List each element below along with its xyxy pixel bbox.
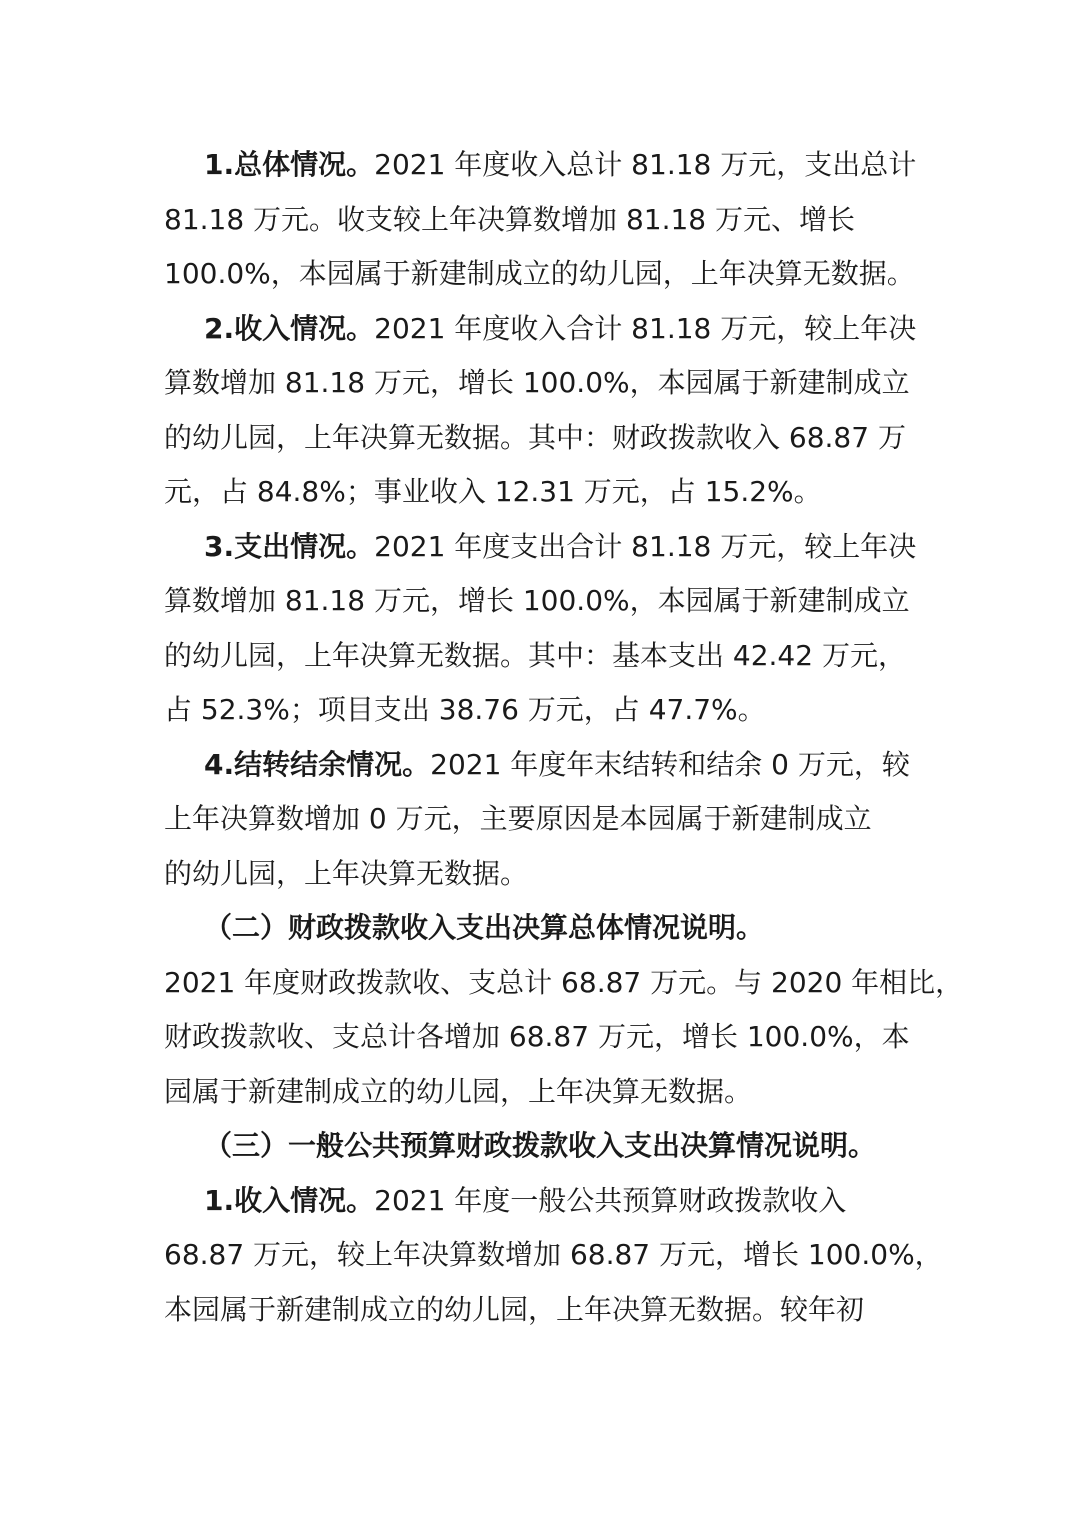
paragraph-text: 本园属于新建制成立的幼儿园，上年决算无数据。较年初: [164, 1292, 865, 1326]
paragraph-heading: 3.支出情况。: [204, 529, 375, 563]
paragraph-text: 2021 年度年末结转和结余 0 万元，较: [430, 747, 910, 781]
paragraph-text: 100.0%，本园属于新建制成立的幼儿园，上年决算无数据。: [164, 257, 915, 290]
paragraph-text: 2021 年度一般公共预算财政拨款收入: [374, 1183, 847, 1217]
paragraph-text: 81.18 万元。收支较上年决算数增加 81.18 万元、增长: [164, 202, 856, 236]
paragraph-income: [164, 302, 924, 520]
paragraph-text: 2021 年度收入总计 81.18 万元，支出总计: [374, 148, 917, 181]
paragraph-carryover: [164, 738, 924, 902]
paragraph-expense: [164, 520, 924, 738]
section-heading: （二）财政拨款收入支出决算总体情况说明。: [204, 911, 765, 944]
paragraph-overall: [164, 138, 924, 302]
paragraph-text: 的幼儿园，上年决算无数据。其中：基本支出 42.42 万元，: [164, 638, 906, 672]
paragraph-heading: 2.收入情况。: [204, 311, 375, 345]
document-page: [164, 138, 964, 1337]
paragraph-heading: 1.收入情况。: [204, 1183, 375, 1217]
paragraph-text: 2021 年度收入合计 81.18 万元，较上年决: [374, 311, 917, 345]
paragraph-text: 2021 年度支出合计 81.18 万元，较上年决: [374, 529, 917, 563]
section-heading: （三）一般公共预算财政拨款收入支出决算情况说明。: [204, 1129, 877, 1162]
section-2: [164, 901, 964, 1119]
section-3: [164, 1119, 943, 1337]
paragraph-heading: 1.总体情况。: [204, 148, 375, 181]
paragraph-text: 的幼儿园，上年决算无数据。其中：财政拨款收入 68.87 万: [164, 420, 906, 454]
paragraph-heading: 4.结转结余情况。: [204, 747, 431, 781]
paragraph-text: 的幼儿园，上年决算无数据。: [164, 856, 529, 890]
paragraph-text: 68.87 万元，较上年决算数增加 68.87 万元，增长 100.0%，: [164, 1238, 943, 1271]
paragraph-text: 元，占 84.8%；事业收入 12.31 万元，占 15.2%。: [164, 475, 822, 508]
paragraph-text: 上年决算数增加 0 万元，主要原因是本园属于新建制成立: [164, 802, 872, 835]
paragraph-text: 2021 年度财政拨款收、支总计 68.87 万元。与 2020 年相比，: [164, 965, 964, 999]
paragraph-text: 财政拨款收、支总计各增加 68.87 万元，增长 100.0%，本: [164, 1020, 910, 1053]
paragraph-text: 算数增加 81.18 万元，增长 100.0%，本园属于新建制成立: [164, 366, 910, 399]
paragraph-text: 园属于新建制成立的幼儿园，上年决算无数据。: [164, 1074, 753, 1108]
paragraph-text: 算数增加 81.18 万元，增长 100.0%，本园属于新建制成立: [164, 584, 910, 617]
paragraph-text: 占 52.3%；项目支出 38.76 万元，占 47.7%。: [164, 693, 766, 726]
